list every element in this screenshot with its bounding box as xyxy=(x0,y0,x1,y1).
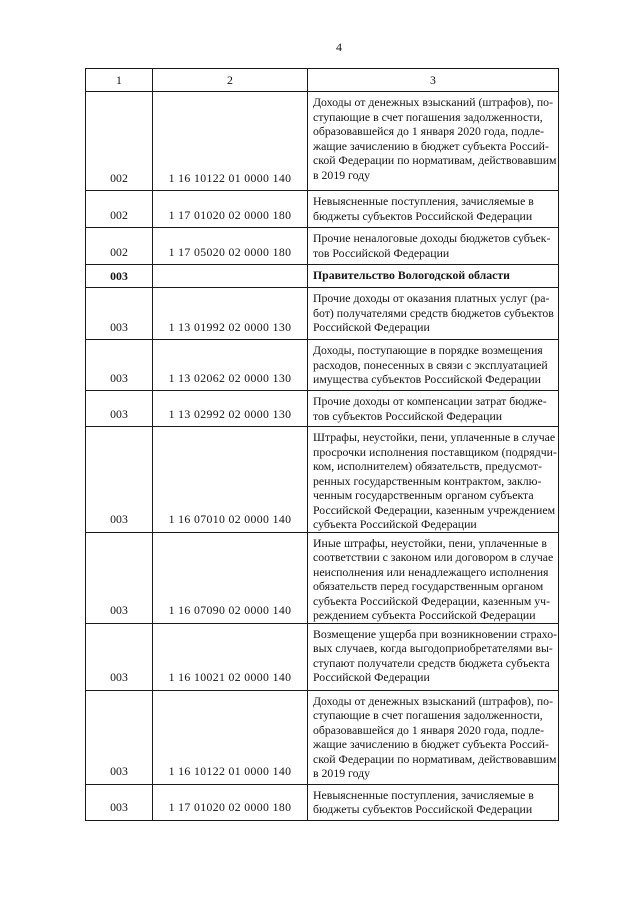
table-row xyxy=(86,532,559,623)
income-name-line: Российской Федерации xyxy=(313,320,430,334)
table-row xyxy=(86,340,559,391)
admin-code-cell: 002 xyxy=(86,228,153,265)
income-name-line: жащие зачислению в бюджет субъекта Россий- xyxy=(313,737,549,751)
income-name-line: субъекта Российской Федерации xyxy=(313,517,477,531)
table-row xyxy=(86,690,559,784)
income-name-line: в 2019 году xyxy=(313,766,371,780)
admin-code-cell: 003 xyxy=(86,340,153,391)
admin-code-cell: 003 xyxy=(86,623,153,690)
income-name-line: ченным государственным органом субъекта xyxy=(313,488,534,502)
income-name-cell xyxy=(308,690,559,784)
income-name-line: ступают получатели средств бюджета субъекта xyxy=(313,655,550,670)
income-name-cell xyxy=(308,191,559,228)
income-name-line: тов субъектов Российской Федерации xyxy=(313,408,503,423)
budget-classification-code-cell: 1 16 10021 02 0000 140 xyxy=(153,623,308,690)
page-number: 4 xyxy=(336,40,342,54)
income-name-line: ской Федерации по нормативам, действовавшим xyxy=(313,751,557,766)
header-cell-2: 2 xyxy=(153,69,308,92)
income-name-line: Российской Федерации xyxy=(313,670,430,684)
budget-classification-code-cell: 1 16 07090 02 0000 140 xyxy=(153,532,308,623)
income-name-line: ступающие в счет погашения задолженности, xyxy=(313,708,543,722)
budget-classification-code-cell: 1 16 10122 01 0000 140 xyxy=(153,690,308,784)
income-name-line: ской Федерации по нормативам, действовавшим xyxy=(313,153,557,167)
table-row xyxy=(86,623,559,690)
table-row xyxy=(86,265,559,288)
budget-classification-code-cell: 1 17 01020 02 0000 180 xyxy=(153,784,308,820)
income-name-line: Доходы от денежных взысканий (штрафов), по- xyxy=(313,95,554,109)
income-name-line: образовавшейся до 1 января 2020 года, подле- xyxy=(313,722,545,737)
income-name-line: ренных государственным контрактом, заклю- xyxy=(313,473,542,488)
table-row xyxy=(86,391,559,427)
table-row xyxy=(86,228,559,265)
income-name-line: образовавшейся до 1 января 2020 года, подле- xyxy=(313,124,545,138)
income-name-line: субъекта Российской Федерации, казенным уч- xyxy=(313,593,551,608)
table-body xyxy=(86,92,559,821)
income-name-line: Доходы, поступающие в порядке возмещения xyxy=(313,343,543,357)
income-name-line: в 2019 году xyxy=(313,167,371,182)
budget-classification-code-cell: 1 13 02992 02 0000 130 xyxy=(153,391,308,427)
table-row xyxy=(86,92,559,191)
income-name-cell xyxy=(308,265,559,288)
income-name-line: бот) получателями средств бюджетов субъектов xyxy=(313,305,554,320)
budget-classification-code-cell: 1 16 10122 01 0000 140 xyxy=(153,92,308,191)
income-name-line: Невыясненные поступления, зачисляемые в xyxy=(313,194,534,208)
income-name-line: Правительство Вологодской области xyxy=(313,268,510,282)
admin-code-cell: 003 xyxy=(86,288,153,340)
income-name-line: просрочки исполнения поставщиком (подрядчи- xyxy=(313,444,557,459)
admin-code-cell: 003 xyxy=(86,265,153,288)
income-name-line: неисполнения или ненадлежащего исполнения xyxy=(313,564,549,579)
income-name-line: ступающие в счет погашения задолженности, xyxy=(313,109,543,124)
income-name-cell xyxy=(308,228,559,265)
budget-classification-code-cell: 1 16 07010 02 0000 140 xyxy=(153,427,308,533)
income-name-cell xyxy=(308,427,559,533)
income-name-cell xyxy=(308,288,559,340)
table-row xyxy=(86,288,559,340)
table-row xyxy=(86,784,559,820)
income-name-line: бюджеты субъектов Российской Федерации xyxy=(313,208,533,223)
budget-classification-code-cell: 1 17 01020 02 0000 180 xyxy=(153,191,308,228)
income-name-line: соответствии с законом или договором в случае xyxy=(313,550,554,564)
budget-classification-code-cell: 1 13 02062 02 0000 130 xyxy=(153,340,308,391)
income-name-line: Прочие неналоговые доходы бюджетов субъек- xyxy=(313,231,551,245)
header-cell-1: 1 xyxy=(86,69,153,92)
income-name-cell xyxy=(308,623,559,690)
table-header xyxy=(86,69,559,92)
income-name-line: Доходы от денежных взысканий (штрафов), по- xyxy=(313,693,554,708)
income-name-line: Иные штрафы, неустойки, пени, уплаченные в xyxy=(313,535,547,550)
admin-code-cell: 003 xyxy=(86,690,153,784)
budget-classification-code-cell xyxy=(153,265,308,288)
admin-code-cell: 003 xyxy=(86,784,153,820)
income-name-line: Невыясненные поступления, зачисляемые в xyxy=(313,787,534,802)
income-name-line: жащие зачислению в бюджет субъекта Россий- xyxy=(313,138,549,153)
header-cell-3: 3 xyxy=(308,69,559,92)
income-name-line: ком, исполнителем) обязательств, предусмот- xyxy=(313,459,543,473)
budget-classification-code-cell: 1 17 05020 02 0000 180 xyxy=(153,228,308,265)
income-name-cell xyxy=(308,92,559,191)
income-name-line: Прочие доходы от компенсации затрат бюдже- xyxy=(313,394,547,408)
income-name-line: Штрафы, неустойки, пени, уплаченные в случае xyxy=(313,430,556,444)
table-row xyxy=(86,427,559,533)
income-name-line: обязательств перед государственным органом xyxy=(313,579,544,593)
admin-code-cell: 002 xyxy=(86,92,153,191)
income-name-line: вых случаев, когда выгодоприобретателями вы- xyxy=(313,641,553,655)
income-name-cell xyxy=(308,784,559,820)
admin-code-cell: 003 xyxy=(86,532,153,623)
table-row xyxy=(86,191,559,228)
income-name-line: Российской Федерации, казенным учреждением xyxy=(313,502,556,517)
income-name-line: бюджеты субъектов Российской Федерации xyxy=(313,802,533,816)
income-name-cell xyxy=(308,532,559,623)
admin-code-cell: 002 xyxy=(86,191,153,228)
admin-code-cell: 003 xyxy=(86,391,153,427)
income-name-line: имущества субъектов Российской Федерации xyxy=(313,372,541,386)
income-name-cell xyxy=(308,340,559,391)
income-name-line: тов Российской Федерации xyxy=(313,245,450,260)
income-name-line: Возмещение ущерба при возникновении страхо- xyxy=(313,626,558,641)
header-row xyxy=(86,69,559,92)
admin-code-cell: 003 xyxy=(86,427,153,533)
income-name-line: расходов, понесенных в связи с эксплуатацией xyxy=(313,357,548,372)
income-name-line: реждением субъекта Российской Федерации xyxy=(313,608,536,622)
budget-classification-code-cell: 1 13 01992 02 0000 130 xyxy=(153,288,308,340)
income-name-line: Прочие доходы от оказания платных услуг (ра- xyxy=(313,291,550,305)
income-name-cell xyxy=(308,391,559,427)
revenue-codes-table xyxy=(85,68,559,821)
